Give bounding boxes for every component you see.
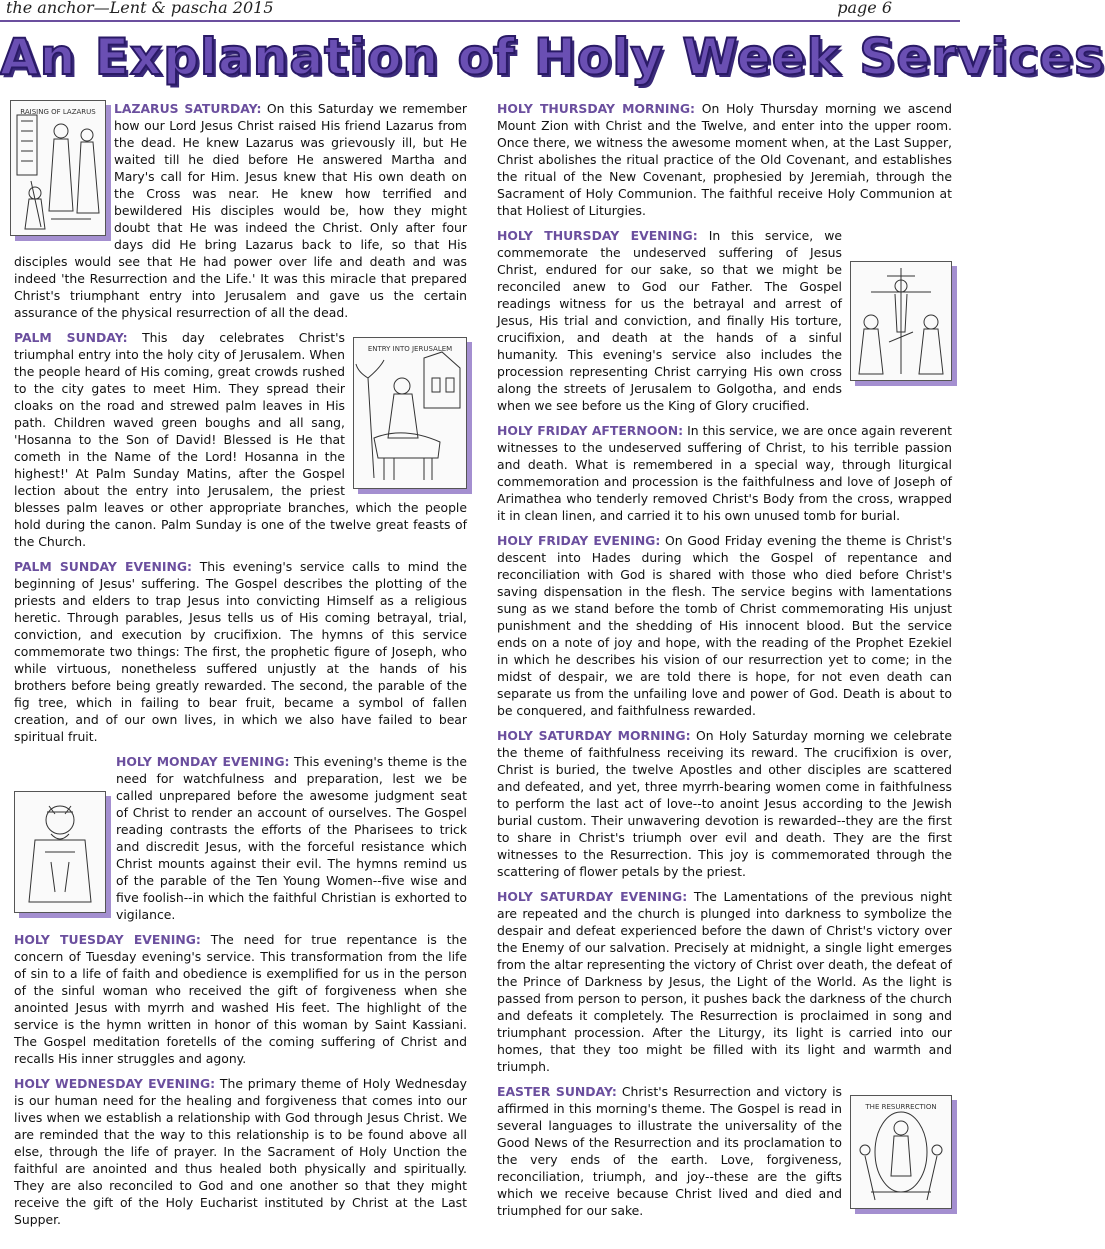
newsletter-name: the anchor—Lent & pascha 2015	[6, 0, 274, 17]
icon-resurrection: THE RESURRECTION	[850, 1095, 952, 1209]
heading-holy-thursday-morning: HOLY THURSDAY MORNING:	[497, 101, 696, 116]
heading-palm-sunday: PALM SUNDAY:	[14, 330, 128, 345]
icon-entry-into-jerusalem: ENTRY INTO JERUSALEM	[353, 337, 467, 489]
heading-holy-saturday-evening: HOLY SATURDAY EVENING:	[497, 889, 688, 904]
section-easter-sunday	[497, 1083, 952, 1219]
icon-bridegroom	[14, 791, 106, 913]
heading-palm-sunday-evening: PALM SUNDAY EVENING:	[14, 559, 192, 574]
text-holy-wednesday-evening: The primary theme of Holy Wednesday is our human need for the healing and forgiveness that comes into our lives when we establish a relationship with God through Jesus Christ. We are reminded that the way to this relationship is to be found above all else, through the life of prayer. In the Sacrament of Holy Unction the faithful are anointed and thus healed both physically and spiritually. They are also reconciled to God and one another so that they might receive the gift of the Holy Eucharist instituted by Christ at the Last Supper.	[14, 1076, 467, 1227]
text-holy-monday-evening: This evening's theme is the need for watchfulness and preparation, lest we be called unprepared before the awesome judgment seat of Christ to render an account of ourselves. The Gospel reading contrasts the efforts of the Pharisees to trick and discredit Jesus, with the forceful resistance which Christ mounts against their evil. The hymns remind us of the parable of the Ten Young Women--five wise and five foolish--in which the faithful Christian is exhorted to vigilance.	[116, 754, 468, 922]
section-holy-saturday-evening	[497, 888, 952, 1075]
section-holy-monday-evening	[14, 753, 467, 923]
text-palm-sunday-evening: This evening's service calls to mind the beginning of Jesus' suffering. The Gospel describes the plotting of the priests and elders to trap Jesus into convicting Himself as a religious heretic. Through parables, Jesus tells us of His coming betrayal, trial, conviction, and execution by crucifixion. The hymns of this service commemorate two things: The first, the prophetic figure of Joseph, who while virtuous, nonetheless suffered unjustly at the hands of his brothers before being greatly rewarded. The second, the parable of the fig tree, which in failing to bear fruit, became a symbol of fallen creation, and of our own lives, in which we also have failed to bear spiritual fruit.	[14, 559, 467, 744]
heading-holy-thursday-evening: HOLY THURSDAY EVENING:	[497, 228, 698, 243]
heading-holy-wednesday-evening: HOLY WEDNESDAY EVENING:	[14, 1076, 216, 1091]
text-lazarus-saturday: On this Saturday we remember how our Lord Jesus Christ raised His friend Lazarus from the dead. He knew Lazarus was grievously ill, but He waited till he died before He answered Martha and Mary's call for Him. Jesus knew that His own death on the Cross was near. He knew how terrified and bewildered His disciples would be, how they might doubt that He was indeed the Christ. Only after four days did He bring Lazarus back to life, so that His disciples would see that He had power over life and death and was indeed 'the Resurrection and the Life.' It was this miracle that prepared Christ's triumphant entry into Jerusalem and gave us the certain assurance of the physical resurrection of all the dead.	[14, 101, 467, 320]
left-column	[14, 100, 467, 1236]
text-holy-friday-afternoon: In this service, we are once again reverent witnesses to the undeserved suffering of Christ, to his terrible passion and death. What is remembered in a special way, through liturgical commemoration and procession is the faithfulness and love of Joseph of Arimathea who tenderly removed Christ's Body from the cross, wrapped it in clean linen, and carried it to his own unused tomb for burial.	[497, 423, 952, 523]
text-holy-friday-evening: On Good Friday evening the theme is Christ's descent into Hades during which the Gospel of repentance and reconciliation with God is shared with those who died before Christ's saving dispensation in the flesh. The service begins with lamentations sung as we stand before the tomb of Christ commemorating His unjust punishment and the shedding of His innocent blood. But the service ends on a note of joy and hope, with the reading of the Prophet Ezekiel in which he describes his vision of our resurrection yet to come; in the midst of despair, we are told there is hope, for not even death can separate us from the unfailing love and power of God. Death is about to be conquered, and faithfulness rewarded.	[497, 533, 952, 718]
section-holy-wednesday-evening	[14, 1075, 467, 1228]
heading-easter-sunday: EASTER SUNDAY:	[497, 1084, 617, 1099]
icon-crucifixion	[850, 261, 952, 381]
heading-holy-friday-evening: HOLY FRIDAY EVENING:	[497, 533, 661, 548]
icon-raising-of-lazarus: RAISING OF LAZARUS	[10, 100, 106, 236]
section-holy-saturday-morning	[497, 727, 952, 880]
text-holy-saturday-morning: On Holy Saturday morning we celebrate the theme of faithfulness receiving its reward. The crucifixion is over, Christ is buried, the twelve Apostles and other disciples are scattered and defeated, and yet, three myrrh-bearing women come in faithfulness to perform the last act of love--to anoint Jesus according to the Jewish burial custom. Their unwavering devotion is rewarded--they are the first to share in Christ's triumph over evil and death. They are the first witnesses to the Resurrection. This joy is commemorated through the scattering of flower petals by the priest.	[497, 728, 952, 879]
section-holy-thursday-evening	[497, 227, 952, 414]
section-palm-sunday-evening	[14, 558, 467, 745]
heading-holy-saturday-morning: HOLY SATURDAY MORNING:	[497, 728, 691, 743]
section-holy-tuesday-evening	[14, 931, 467, 1067]
section-palm-sunday	[14, 329, 467, 550]
heading-holy-tuesday-evening: HOLY TUESDAY EVENING:	[14, 932, 201, 947]
section-holy-friday-evening	[497, 532, 952, 719]
heading-holy-friday-afternoon: HOLY FRIDAY AFTERNOON:	[497, 423, 684, 438]
running-header	[0, 0, 960, 22]
page-number: page 6	[837, 0, 892, 17]
section-lazarus-saturday	[14, 100, 467, 321]
text-easter-sunday: Christ's Resurrection and victory is affirmed in this morning's theme. The Gospel is read in several languages to illustrate the universality of the Good News of the Resurrection and its proclamation to the very ends of the earth. Love, forgiveness, reconciliation, triumph, and joy--these are the gifts which we receive because Christ lived and died and triumphed for our sake.	[497, 1084, 842, 1218]
heading-lazarus-saturday: LAZARUS SATURDAY:	[114, 101, 262, 116]
text-holy-saturday-evening: The Lamentations of the previous night are repeated and the church is plunged into darkness to symbolize the despair and defeat experienced before the dawn of Christ's victory over the Enemy of our salvation. Precisely at midnight, a single light emerges from the altar representing the victory of Christ over death, the defeat of the Prince of Darkness by Jesus, the Light of the World. As the light is passed from person to person, it pushes back the darkness of the church and defeats it completely. The Resurrection is proclaimed in song and triumphant procession. After the Liturgy, its light is carried into our homes, that they too might be filled with its light and warmth and triumph.	[497, 889, 952, 1074]
page-title: An Explanation of Holy Week Services	[0, 28, 1105, 86]
text-holy-tuesday-evening: The need for true repentance is the concern of Tuesday evening's service. This transformation from the life of sin to a life of faith and obedience is exemplified for us in the person of the sinful woman who received the gift of forgiveness when she anointed Jesus with myrrh and washed His feet. The highlight of the service is the hymn written in honor of this woman by Saint Kassiani. The Gospel meditation foretells of the coming suffering of Christ and recalls His inner struggles and agony.	[14, 932, 467, 1066]
heading-holy-monday-evening: HOLY MONDAY EVENING:	[116, 754, 290, 769]
right-column	[497, 100, 952, 1227]
text-palm-sunday: This day celebrates Christ's triumphal entry into the holy city of Jerusalem. When the people heard of His coming, great crowds rushed to the city gates to meet Him. They spread their cloaks on the road and strewed palm leaves in His path. Children waved green boughs and all sang, 'Hosanna to the Son of David! Blessed is He that cometh in the Name of the Lord! Hosanna in the highest!' At Palm Sunday Matins, after the Gospel lection about the entry into Jerusalem, the priest blesses palm leaves or other appropriate branches, which the people hold during the canon. Palm Sunday is one of the twelve great feasts of the Church.	[14, 330, 467, 549]
text-holy-thursday-morning: On Holy Thursday morning we ascend Mount Zion with Christ and the Twelve, and enter into the upper room. Once there, we witness the awesome moment when, at the Last Supper, Christ abolishes the ritual practice of the Old Covenant, and establishes the ritual of the New Covenant, prophesied by Jeremiah, through the Sacrament of Holy Communion. The faithful receive Holy Communion at that Holiest of Liturgies.	[497, 101, 952, 218]
text-holy-thursday-evening: In this service, we commemorate the undeserved suffering of Jesus Christ, endured for our sake, so that we might be reconciled anew to God our Father. The Gospel readings witness for us the betrayal and arrest of Jesus, His trial and conviction, and finally His torture, crucifixion, and death at the hands of a sinful humanity. This evening's service also includes the procession representing Christ carrying His own cross along the streets of Jerusalem to Golgotha, and ends when we see before us the King of Glory crucified.	[497, 228, 843, 413]
section-holy-friday-afternoon	[497, 422, 952, 524]
section-holy-thursday-morning	[497, 100, 952, 219]
